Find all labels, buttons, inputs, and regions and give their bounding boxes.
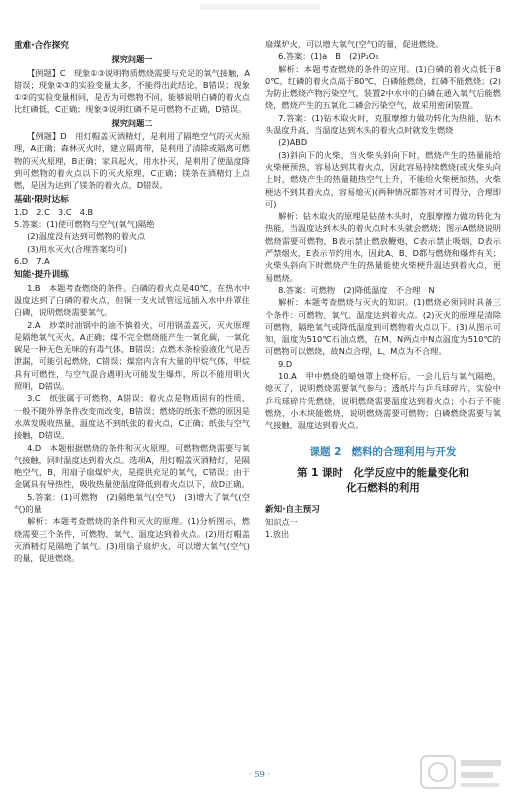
knowledge-point-label: 知识点一 [265,517,298,528]
section-heading-advanced: 知能·提升训练 [14,270,69,281]
basic-answer-5: 5.答案：(1)使可燃物与空气(氧气)隔绝 [14,219,155,230]
section-heading-key-difficult: 重难·合作探究 [14,41,69,51]
advanced-answer-3: 3.C 纸张属于可燃物，A错误；着火点是物质固有的性质，一般不随外界条件改变而改变，B错误；燃烧的纸张不燃的原因是水蒸发吸收热量，温度达不到纸张的着火点，C正确；纸张与空气接触，D错误。 [14,393,250,441]
basic-answers-1-4: 1.D 2.C 3.C 4.B [14,206,94,217]
section-heading-basic: 基础·限时达标 [14,194,69,205]
example-answer-q2: 【例题】D 用灯帽盖灭酒精灯，是利用了隔绝空气的灭火原理，A正确；森林灭火时，建立隔离带，是利用了清除或隔离可燃物的灭火原理，B正确；家具起火，用水扑灭，是利用了使温度降到可燃物的着火点以下的灭火原理，C正确；镁条在酒精灯上点燃，是因为达到了镁条的着火点，D错误。 [14,131,250,191]
class-title-line-2: 化石燃料的利用 [346,481,420,494]
advanced-answer-4: 4.D 本题根据燃烧的条件和灭火原理，可燃物燃烧需要与氧气接触，同时温度达到着火点。选项A，用灯帽盖灭酒精灯，是隔绝空气，B，用扇子扇煤炉火，是提供充足的氧气，C错误；由于金属具有导热性，吸收热量使温度降低到着火点以下，故D正确。 [14,442,250,490]
answer-6: 6.答案：(1)a B (2)P₂O₅ [278,51,379,62]
answer-6-explanation: 解析：本题考查燃烧的条件的应用。(1)白磷的着火点低于80℃，红磷的着火点高于80℃，白磷能燃烧，红磷不能燃烧；(2)为防止燃烧产物污染空气，装置2中水中的白磷在通入氧气后能燃烧，燃烧产生的五氧化二磷会污染空气，故采用密闭装置。 [265,63,501,111]
watermark-logo-icon [419,752,505,792]
lesson-name: 燃料的合理利用与开发 [351,445,457,458]
lesson-tag: 课题 2 [309,445,342,458]
scan-smudge [200,4,320,10]
page-dot-left: · [248,770,252,780]
answer-7-3: (3)斜向下的火柴，当火柴头斜向下时，燃烧产生的热量能给火柴梗预热，容易达到其着火点，因此容易持续燃烧(或火柴头向上时，燃烧产生的热量随热空气上升，不能给火柴梗加热，火柴梗达不到其着火点，容易熄灭)(两种情况都答对才可得分，合理即可) [265,149,501,209]
answer-7: 7.答案：(1)钻木取火时，克服摩擦力做功转化为热能，钻木头温度升高，当温度达到木头的着火点时就发生燃烧 [265,112,501,136]
class-title [265,466,501,496]
basic-answers-6-7: 6.D 7.A [14,256,50,267]
knowledge-answer-1: 1.放出 [265,529,290,540]
advanced-answer-2: 2.A 炒菜时油锅中的油不慎着火，可用锅盖盖灭，灭火原理是隔绝氧气灭火，A正确；煤不完全燃烧能产生一氧化碳，一氧化碳是一种无色无味的有毒气体，B错误；点燃木条检验液化气是否泄漏，可能引起燃烧，C错误；煤窑内含有大量的甲烷气体，甲烷具有可燃性，与空气混合遇明火可能发生爆炸，所以不能用明火照明，D错误。 [14,319,250,392]
lesson-title [265,446,501,458]
advanced-answer-5: 5.答案：(1)可燃物 (2)隔绝氧气(空气) (3)增大了氧气(空气)的量 [14,491,250,514]
answer-9: 9.D [278,358,293,369]
page-number-value: 59 [254,770,265,780]
page-dot-right: · [267,770,271,780]
answer-7-2: (2)ABD [278,137,308,148]
left-column [14,38,250,564]
section-heading-preview: 新知·自主预习 [265,504,320,515]
answer-10: 10.A 甲中燃烧的蜡烛罩上烧杯后，一会儿后与氧气隔绝，熄灭了，说明燃烧需要氧气参与；透纸片与乒乓球碎片，实验中乒乓球碎片先燃烧，说明燃烧需要温度达到着火点；小石子不能燃烧，小木块能燃烧，说明燃烧需要可燃物；白磷燃烧需要与氧气接触，温度达到着火点。 [265,371,501,431]
answer-7-explanation: 解析：钻木取火的原理是钻凿木头时，克服摩擦力做功转化为热能，当温度达到木头的着火点时木头就会燃烧；图示A燃烧说明燃烧需要可燃物，B表示禁止燃放鞭炮，C表示禁止吸烟，D表示严禁烟火，E表示节约用水，因此A、B、D都与燃烧和爆炸有关；火柴头斜向下时燃烧产生的热量能使火柴梗升温达到着火点，更易燃烧。 [265,211,501,283]
basic-answer-5-3: (3)用水灭火(合理答案均可) [27,243,127,254]
class-title-line-1: 第 1 课时 化学反应中的能量变化和 [296,466,470,479]
right-column [265,38,501,541]
basic-answer-5-2: (2)温度没有达到可燃物的着火点 [27,231,146,242]
advanced-answer-1: 1.B 本题考查燃烧的条件。白磷的着火点是40℃，在热水中温度达到了白磷的着火点，但铜一支火试管远远插入水中并罩住白磷，说明燃烧需要氧气。 [14,282,250,318]
answer-8-explanation: 解析：本题考查燃烧与灭火的知识。(1)燃烧必须同时具备三个条件：可燃物、氧气、温度达到着火点。(2)灭火的原理是清除可燃物，隔绝氧气或降低温度到可燃物着火点以下。(3)从图示可知，温度为510℃石油点燃，在M、N两点中N点温度为510℃的可燃物可以燃烧，故N点合理，L、M点为不合理。 [265,297,501,357]
example-answer-q1: 【例题】C 现象①③说明物质燃烧需要与充足的氧气接触，A错误；现象②③的实验变量太多，不能得出此结论，B错误；现象①②的实验变量相同，是否为可燃物不同，能够说明白磷的着火点比红磷低，C正确；现象③说明红磷不是可燃物不正确，D错误。 [14,67,250,115]
subheading-q2: 探究问题二 [111,117,153,128]
continued-text: 扇煤炉火，可以增大氧气(空气)的量，促进燃烧。 [265,39,444,49]
subheading-q1: 探究问题一 [111,54,153,65]
answer-8: 8.答案：可燃物 (2)降低温度 不合理 N [278,284,435,295]
advanced-answer-5-explanation: 解析：本题考查燃烧的条件和灭火的原理。(1)分析图示，燃烧需要三个条件，可燃物、氧气、温度达到着火点。(2)用灯帽盖灭酒精灯是隔绝了氧气。(3)用扇子扇炉火，可以增大氧气(空气)的量，促进燃烧。 [14,516,250,564]
